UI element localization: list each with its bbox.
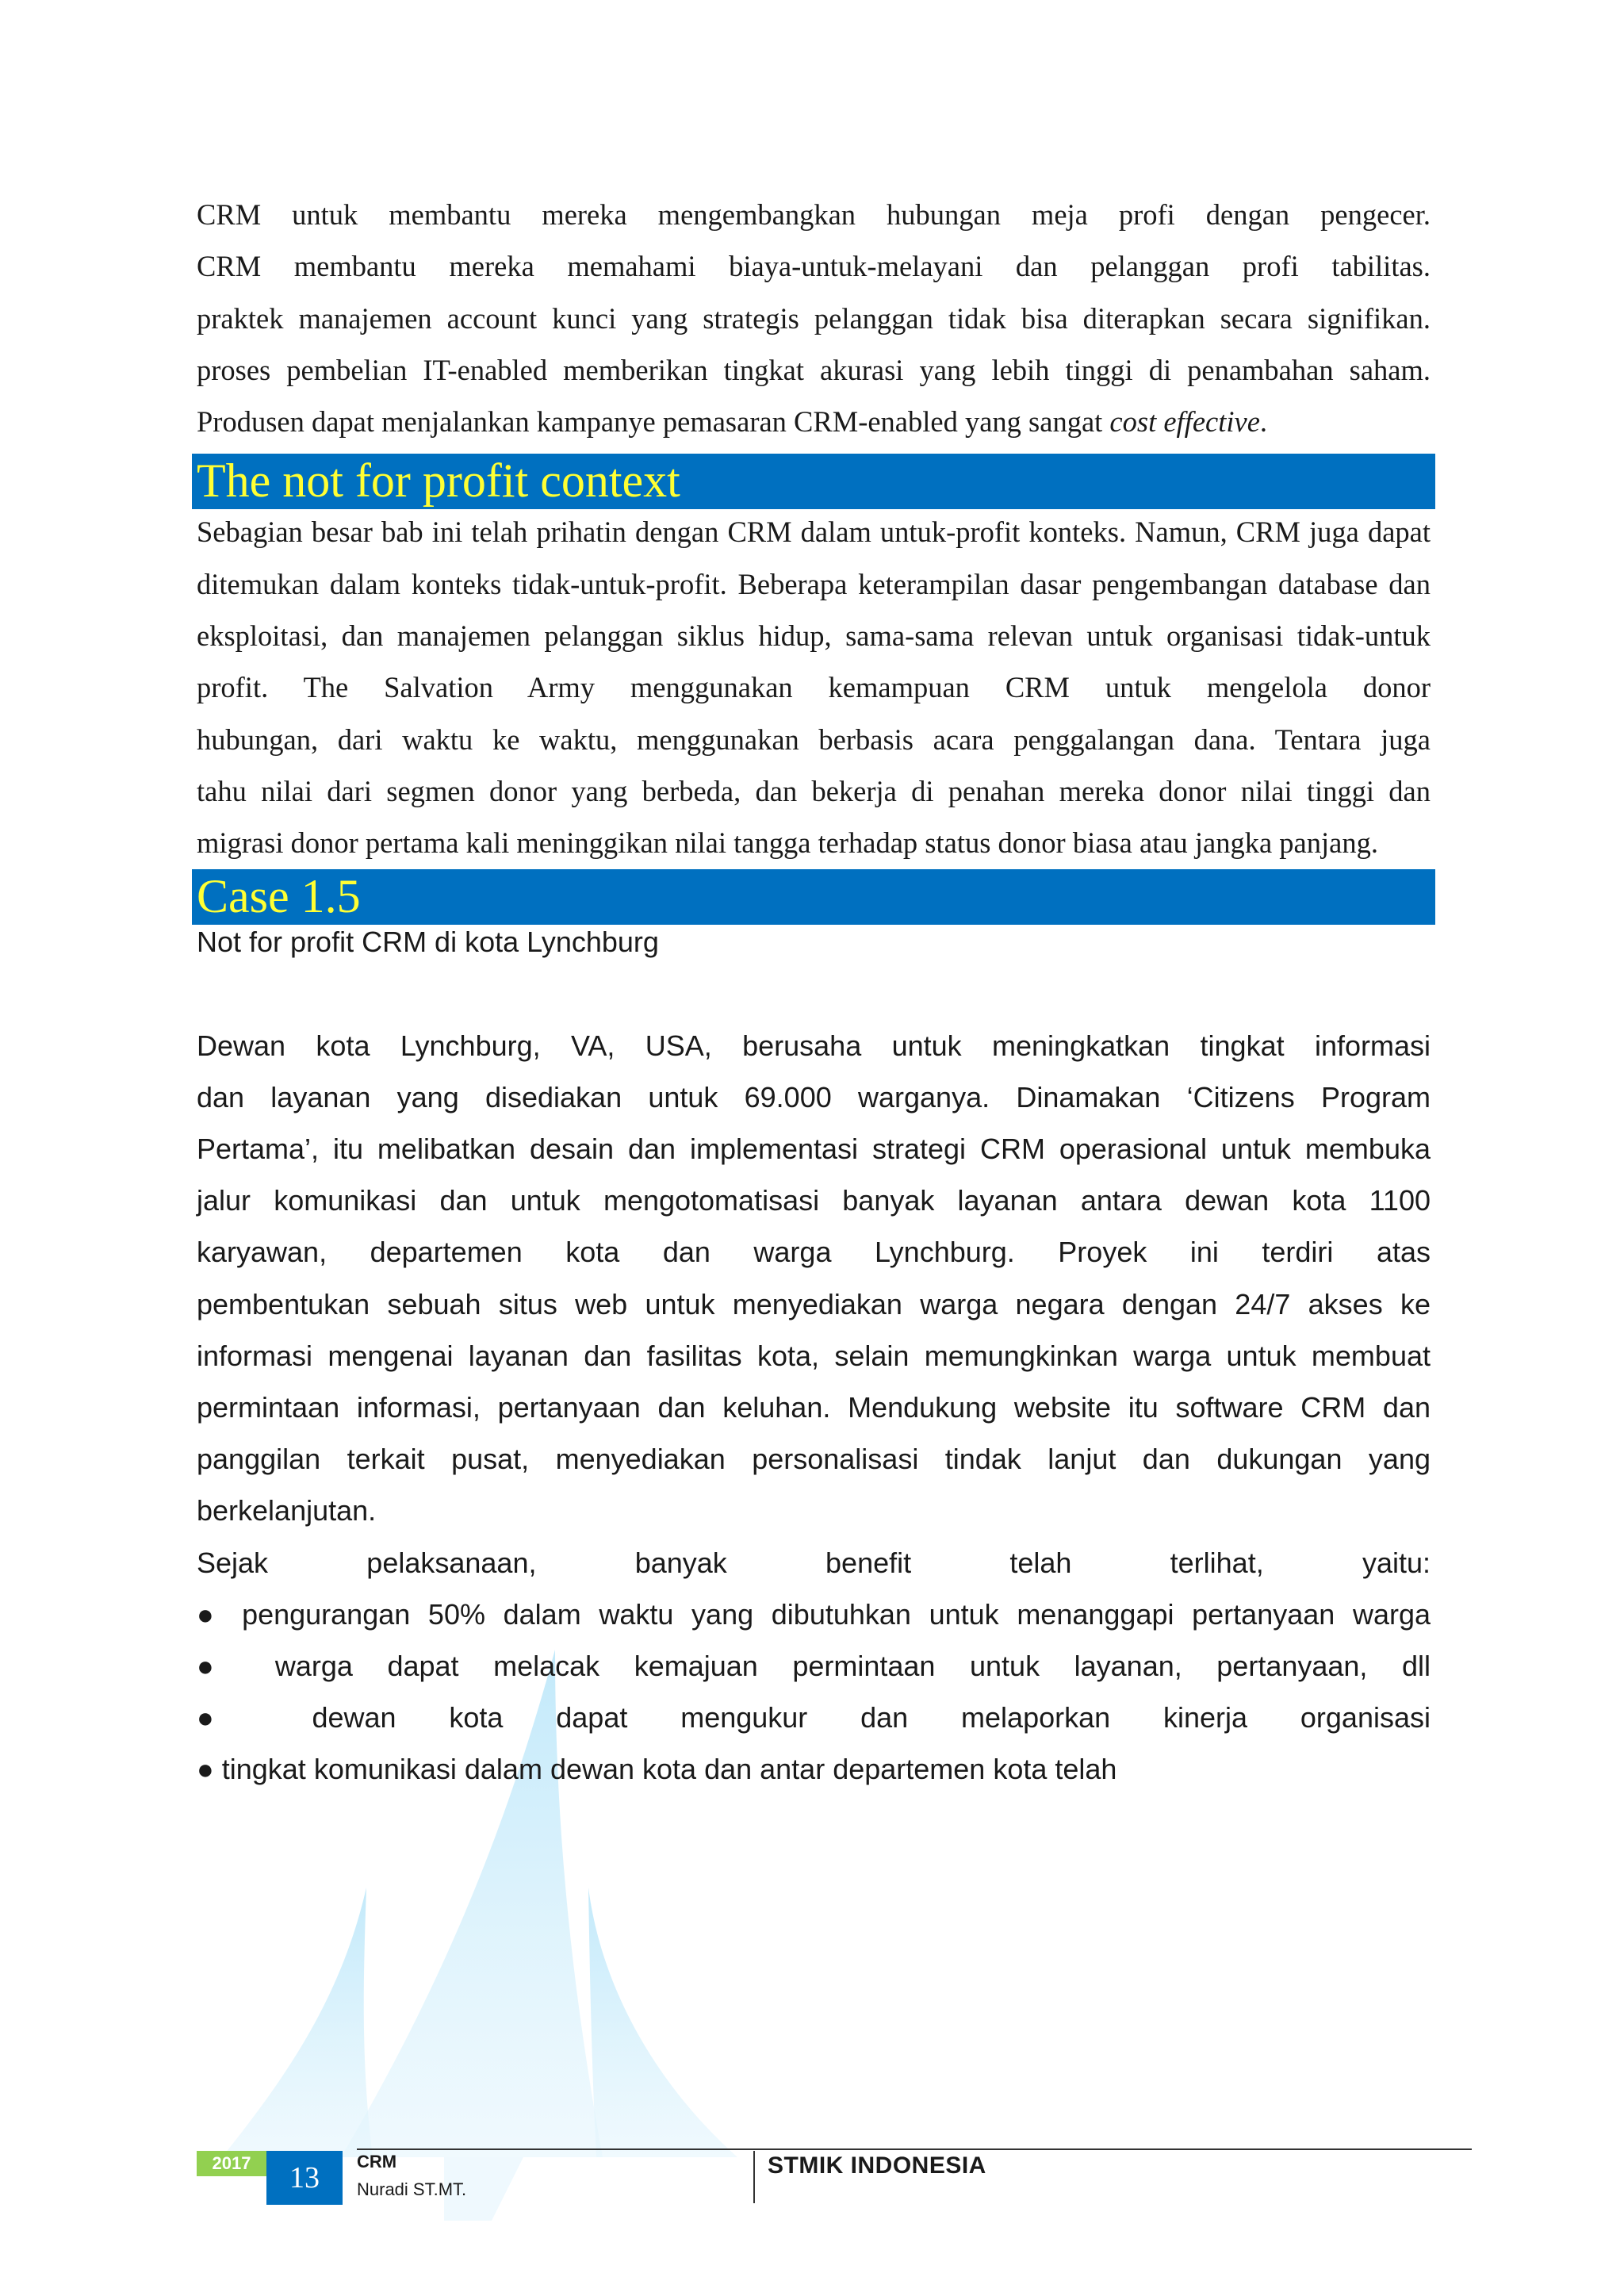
paragraph-line: ditemukan dalam konteks tidak-untuk-profit. Beberapa keterampilan dasar pengembangan database dan xyxy=(197,567,1431,600)
footer-vertical-divider xyxy=(753,2151,755,2203)
footer-course: CRM xyxy=(357,2152,397,2171)
paragraph-line: panggilan terkait pusat, menyediakan personalisasi tindak lanjut dan dukungan yang xyxy=(197,1443,1431,1476)
paragraph-line: praktek manajemen account kunci yang strategis pelanggan tidak bisa diterapkan secara signifikan. xyxy=(197,301,1431,335)
list-item: ● tingkat komunikasi dalam dewan kota dan antar departemen kota telah xyxy=(197,1753,1117,1786)
section-heading-not-for-profit: The not for profit context xyxy=(192,454,1435,509)
footer-year: 2017 xyxy=(197,2151,266,2176)
paragraph-line: tahu nilai dari segmen donor yang berbeda, dan bekerja di penahan mereka donor nilai tinggi dan xyxy=(197,774,1431,807)
paragraph-line: berkelanjutan. xyxy=(197,1494,377,1527)
section-heading-case: Case 1.5 xyxy=(192,869,1435,925)
footer-institution: STMIK INDONESIA xyxy=(768,2152,986,2179)
paragraph-line: migrasi donor pertama kali meninggikan nilai tangga terhadap status donor biasa atau jangka panjang. xyxy=(197,826,1378,860)
list-item: ● pengurangan 50% dalam waktu yang dibutuhkan untuk menanggapi pertanyaan warga xyxy=(197,1597,1431,1631)
paragraph-line: CRM untuk membantu mereka mengembangkan hubungan meja profi dengan pengecer. xyxy=(197,198,1431,231)
page-content xyxy=(197,189,1431,1796)
paragraph-line: karyawan, departemen kota dan warga Lynchburg. Proyek ini terdiri atas xyxy=(197,1236,1431,1269)
paragraph-line: profit. The Salvation Army menggunakan kemampuan CRM untuk mengelola donor xyxy=(197,671,1431,704)
paragraph-line: pembentukan sebuah situs web untuk menyediakan warga negara dengan 24/7 akses ke xyxy=(197,1287,1431,1320)
paragraph-line: hubungan, dari waktu ke waktu, menggunakan berbasis acara penggalangan dana. Tentara juga xyxy=(197,723,1431,756)
paragraph-line: CRM membantu mereka memahami biaya-untuk-melayani dan pelanggan profi tabilitas. xyxy=(197,250,1431,283)
paragraph-line: eksploitasi, dan manajemen pelanggan siklus hidup, sama-sama relevan untuk organisasi tidak-untuk xyxy=(197,619,1431,653)
paragraph-line: Sebagian besar bab ini telah prihatin dengan CRM dalam untuk-profit konteks. Namun, CRM juga dapat xyxy=(197,516,1431,549)
paragraph-line: informasi mengenai layanan dan fasilitas kota, selain memungkinkan warga untuk membuat xyxy=(197,1339,1431,1372)
paragraph-line-text: Produsen dapat menjalankan kampanye pemasaran CRM-enabled yang sangat xyxy=(197,405,1110,439)
list-item: ● warga dapat melacak kemajuan permintaan untuk layanan, pertanyaan, dll xyxy=(197,1650,1431,1682)
paragraph-not-for-profit xyxy=(197,506,1431,868)
paragraph-lynchburg xyxy=(197,1020,1431,1537)
paragraph-line-end: . xyxy=(1259,405,1268,439)
page-number: 13 xyxy=(266,2151,343,2205)
paragraph-line: jalur komunikasi dan untuk mengotomatisasi banyak layanan antara dewan kota 1100 xyxy=(197,1184,1431,1217)
paragraph-retail-crm xyxy=(197,189,1431,447)
list-item: ● dewan kota dapat mengukur dan melaporkan kinerja organisasi xyxy=(197,1701,1431,1734)
italic-term: cost effective xyxy=(1109,405,1260,439)
paragraph-line: dan layanan yang disediakan untuk 69.000 warganya. Dinamakan ‘Citizens Program xyxy=(197,1080,1431,1114)
case-subtitle: Not for profit CRM di kota Lynchburg xyxy=(197,925,659,958)
footer-author: Nuradi ST.MT. xyxy=(357,2179,467,2199)
paragraph-line: permintaan informasi, pertanyaan dan keluhan. Mendukung website itu software CRM dan xyxy=(197,1390,1431,1424)
paragraph-line: Dewan kota Lynchburg, VA, USA, berusaha untuk meningkatkan tingkat informasi xyxy=(197,1029,1431,1062)
paragraph-line xyxy=(197,396,1431,447)
benefits-list xyxy=(197,1537,1431,1796)
paragraph-line: proses pembelian IT-enabled memberikan tingkat akurasi yang lebih tinggi di penambahan saham. xyxy=(197,353,1431,386)
footer-divider xyxy=(357,2148,1472,2150)
paragraph-line: Pertama’, itu melibatkan desain dan implementasi strategi CRM operasional untuk membuka xyxy=(197,1132,1431,1165)
benefits-intro: Sejak pelaksanaan, banyak benefit telah terlihat, yaitu: xyxy=(197,1546,1431,1579)
